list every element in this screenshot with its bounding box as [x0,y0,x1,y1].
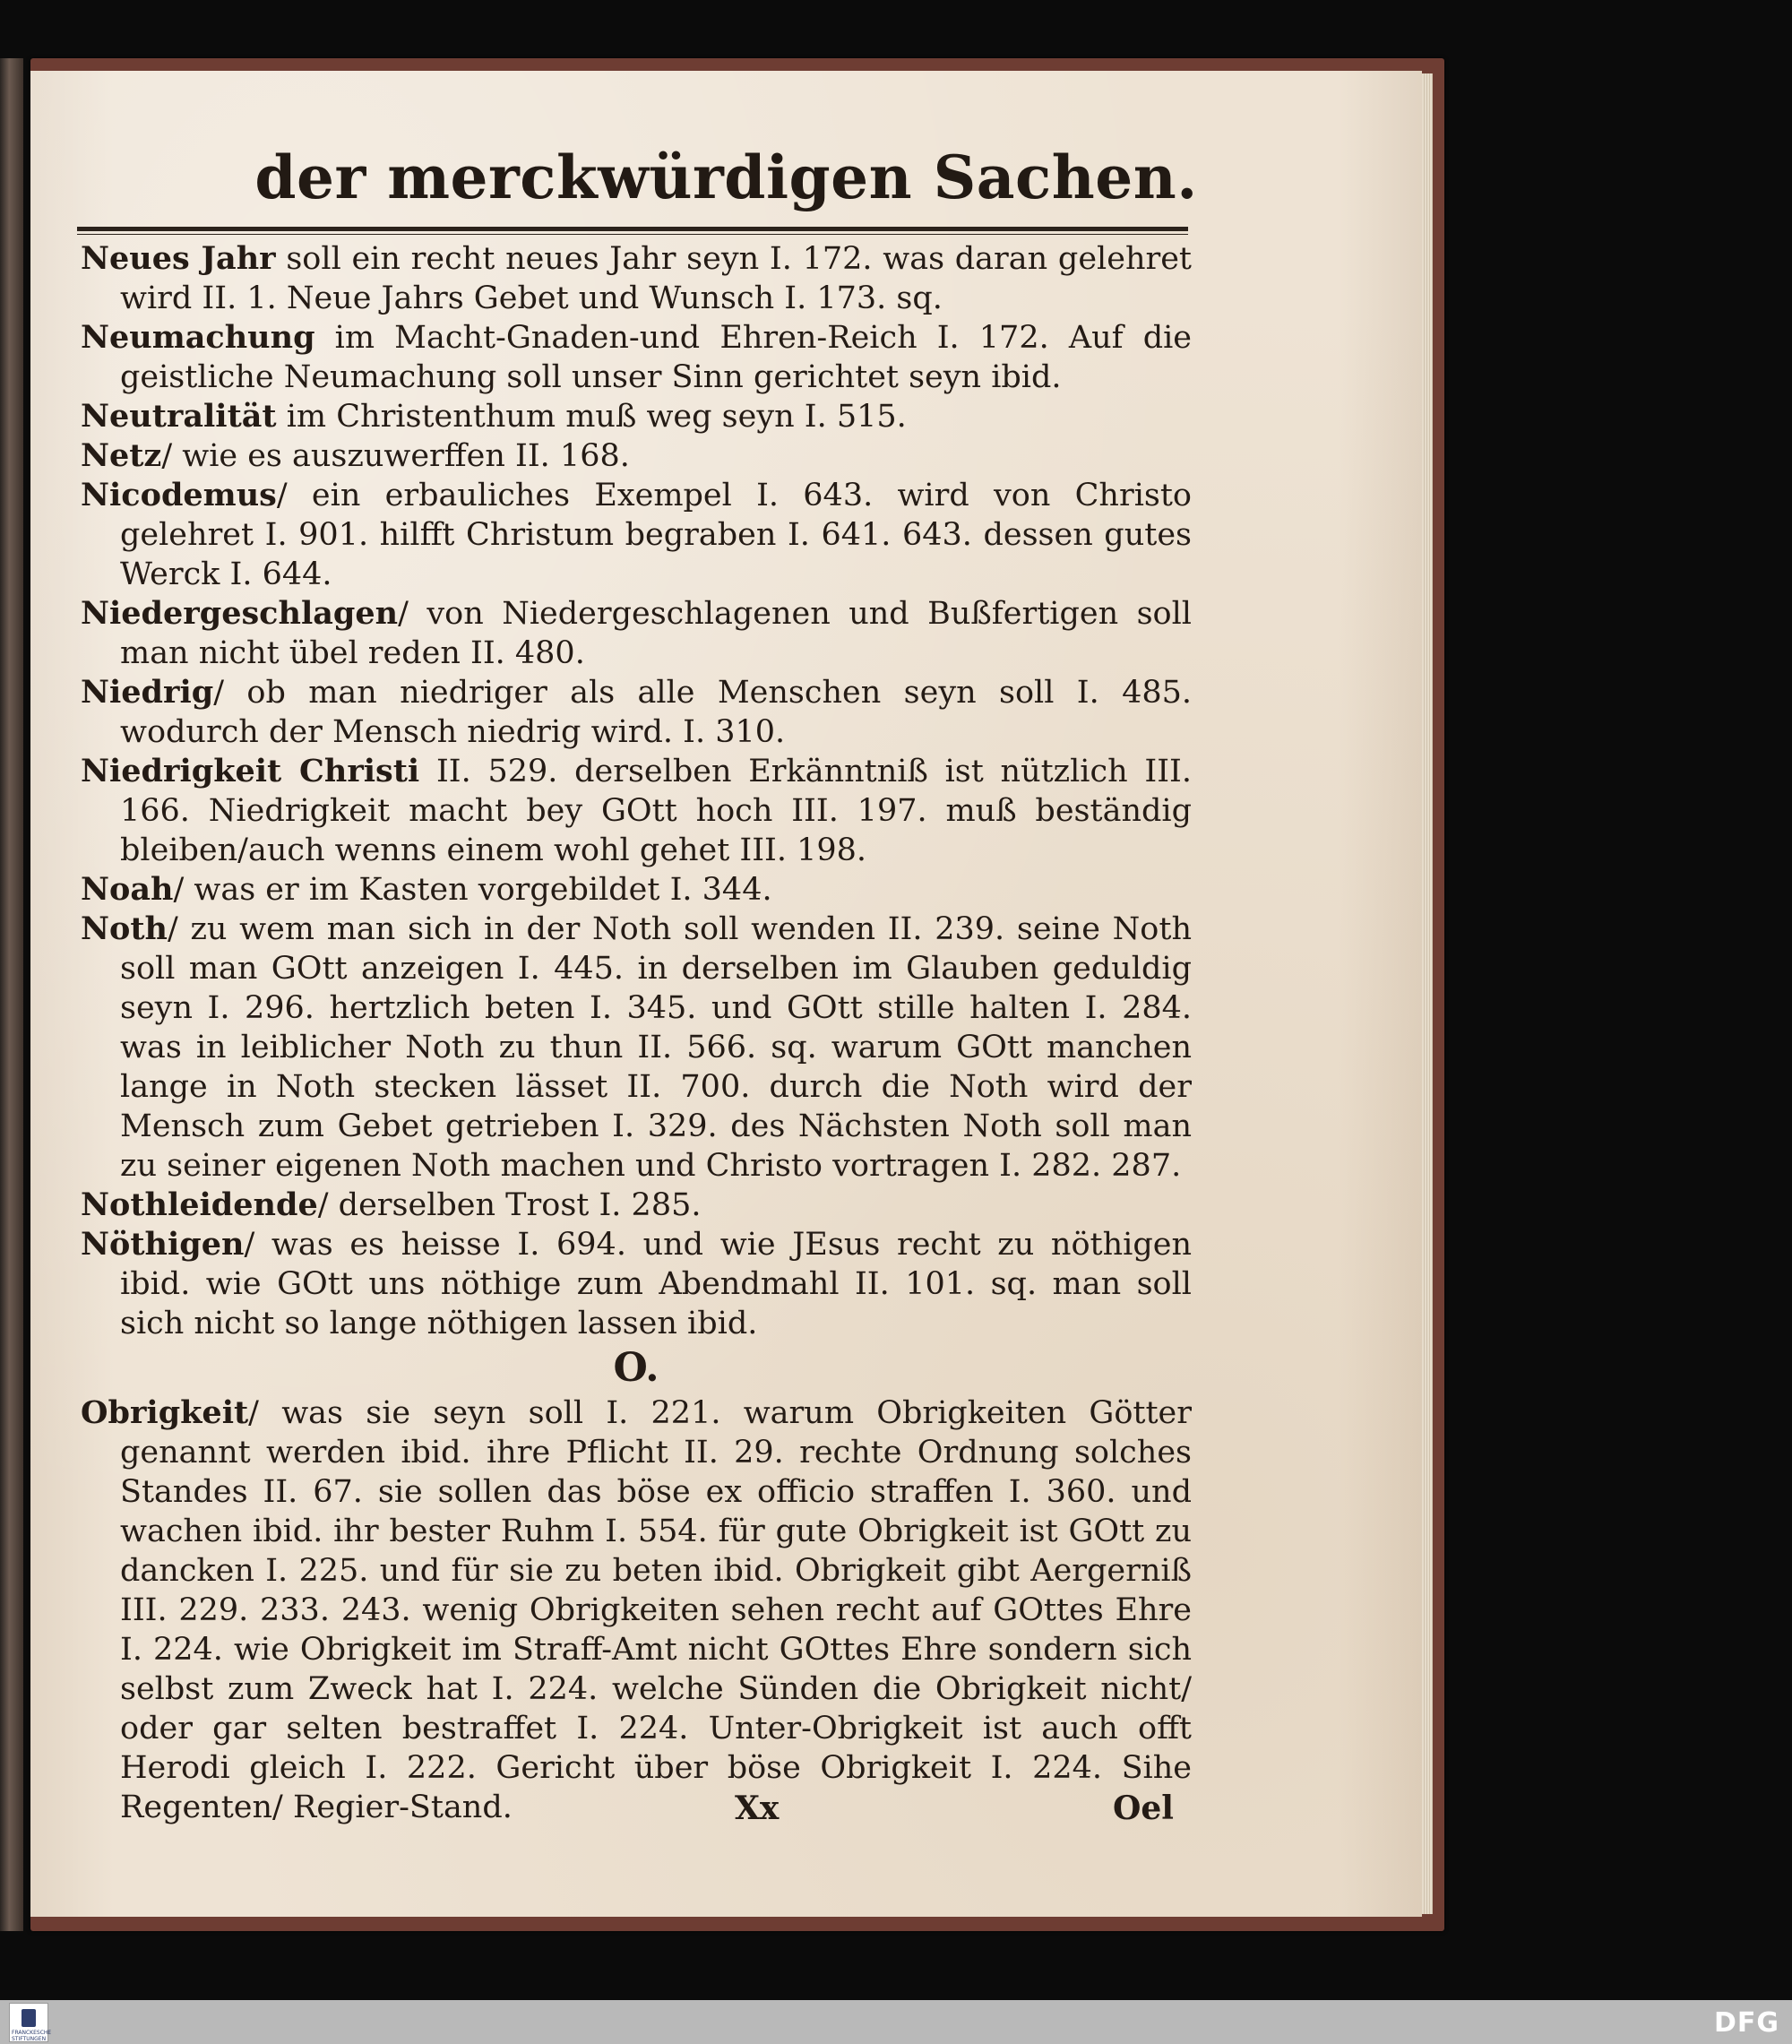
entry-text: / was sie seyn soll I. 221. warum Obrigkeiten Götter genannt werden ibid. ihre Pflicht II. 29. rechte Ordnung solches Standes II. 67. sie sollen das böse ex officio straffen I. 360. und wachen ibid. ihr bester Ruhm I. 554. für gute Obrigkeit ist GOtt zu dancken I. 225. und für sie zu beten ibid. Obrigkeit gibt Aergerniß III. 229. 233. 243. wenig Obrigkeiten sehen recht auf GOttes Ehre I. 224. wie Obrigkeit im Straff-Amt nicht GOttes Ehre sondern sich selbst zum Zweck hat I. 224. welche Sünden die Obrigkeit nicht/ oder gar selten bestraffet I. 224. Unter-Obrigkeit ist auch offt Herodi gleich I. 222. Gericht über böse Obrigkeit I. 224. Sihe Regenten/ Regier-Stand. [120,1395,1192,1825]
entry-text: / ein erbauliches Exempel I. 643. wird von Christo gelehret I. 901. hilfft Christum begraben I. 641. 643. dessen gutes Werck I. 644. [120,478,1192,592]
signature-mark: Xx [735,1790,780,1827]
entry-keyword: Niedrig [81,674,214,711]
entry-keyword: Noah [81,871,174,908]
viewer-footer-bar [0,2000,1792,2044]
index-entry [81,397,1192,436]
entry-text: soll ein recht neues Jahr seyn I. 172. was daran gelehret wird II. 1. Neue Jahrs Gebet und Wunsch I. 173. sq. [120,241,1192,316]
dfg-logo[interactable]: DFG [1713,2007,1779,2039]
entry-text: im Macht-Gnaden-und Ehren-Reich I. 172. Auf die geistliche Neumachung soll unser Sinn gerichtet seyn ibid. [120,320,1192,395]
index-entry [81,1225,1192,1343]
entry-keyword: Nöthigen [81,1226,245,1263]
entry-text: / derselben Trost I. 285. [317,1187,702,1223]
index-entry [81,870,1192,910]
entry-text: / ob man niedriger als alle Menschen seyn soll I. 485. wodurch der Mensch niedrig wird. I. 310. [120,675,1192,750]
header-rule-thin [77,234,1188,235]
previous-page-edge [0,58,23,1931]
entry-text: im Christenthum muß weg seyn I. 515. [276,399,907,435]
index-entry [81,594,1192,673]
entry-text: / von Niedergeschlagenen und Bußfertigen soll man nicht übel reden II. 480. [120,596,1192,671]
entry-keyword: Neumachung [81,319,315,356]
page-block-edge [1422,73,1433,1914]
index-entry [81,1186,1192,1225]
index-entry [81,1393,1192,1827]
entry-keyword: Noth [81,910,168,947]
index-entry [81,673,1192,752]
section-letter: O. [613,1345,659,1391]
entry-text: II. 529. derselben Erkänntniß ist nützlich III. 166. Niedrigkeit macht bey GOtt hoch III. 197. muß beständig bleiben/auch wenns einem wohl gehet III. 198. [120,754,1192,868]
entry-keyword: Nicodemus [81,477,277,513]
index-entry [81,476,1192,594]
running-head: der merckwürdigen Sachen. [254,142,1198,212]
index-entry [81,436,1192,476]
entry-keyword: Niedergeschlagen [81,595,399,632]
entry-keyword: Neues Jahr [81,240,276,277]
library-logo-text: FRANCKESCHE STIFTUNGEN [12,2030,52,2042]
entry-keyword: Netz [81,437,162,474]
index-entries [81,239,1192,1827]
book-page [30,71,1422,1917]
entry-text: / was er im Kasten vorgebildet I. 344. [173,872,772,908]
entry-text: / was es heisse I. 694. und wie JEsus recht zu nöthigen ibid. wie GOtt uns nöthige zum Abendmahl II. 101. sq. man soll sich nicht so lange nöthigen lassen ibid. [120,1227,1192,1341]
catchword: Oel [1113,1790,1174,1827]
index-entry [81,752,1192,870]
entry-keyword: Niedrigkeit Christi [81,753,420,789]
building-icon [22,2009,36,2027]
header-rule [77,227,1188,231]
entry-keyword: Neutralität [81,398,277,435]
entry-keyword: Nothleidende [81,1186,318,1223]
index-entry [81,910,1192,1186]
entry-keyword: Obrigkeit [81,1394,249,1431]
page-footer [81,1790,1192,1834]
library-logo[interactable] [9,2003,52,2042]
index-entry [81,239,1192,318]
index-entry [81,318,1192,397]
entry-text: / wie es auszuwerffen II. 168. [161,438,630,474]
entry-text: / zu wem man sich in der Noth soll wenden II. 239. seine Noth soll man GOtt anzeigen I. 445. in derselben im Glauben geduldig seyn I. 296. hertzlich beten I. 345. und GOtt stille halten I. 284. was in leiblicher Noth zu thun II. 566. sq. warum GOtt manchen lange in Noth stecken lässet II. 700. durch die Noth wird der Mensch zum Gebet getrieben I. 329. des Nächsten Noth soll man zu seiner eigenen Noth machen und Christo vortragen I. 282. 287. [120,911,1192,1184]
